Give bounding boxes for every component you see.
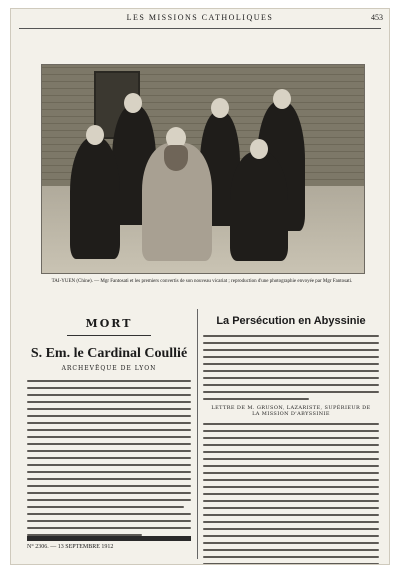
body-line <box>27 478 191 480</box>
body-line <box>203 486 379 488</box>
body-line <box>27 499 191 501</box>
body-line <box>203 430 379 432</box>
right-column-article <box>203 309 379 565</box>
body-line <box>203 384 379 386</box>
body-line <box>203 472 379 474</box>
article-kicker: MORT <box>85 317 133 330</box>
body-line <box>27 429 191 431</box>
body-line <box>203 437 379 439</box>
body-line <box>203 458 379 460</box>
body-line <box>27 464 191 466</box>
footer-bar <box>27 536 191 541</box>
body-line <box>203 349 379 351</box>
body-line <box>203 377 379 379</box>
body-line <box>203 500 379 502</box>
body-line <box>203 556 379 558</box>
article-body-text <box>27 380 191 536</box>
article-subtitle: ARCHEVÊQUE DE LYON <box>61 365 157 372</box>
body-line <box>203 507 379 509</box>
letter-subhead: LETTRE DE M. GRUSON, LAZARISTE, SUPÉRIEUR DE LA MISSION D'ABYSSINIE <box>211 404 371 417</box>
body-line <box>27 401 191 403</box>
body-line <box>27 380 191 382</box>
body-line <box>203 465 379 467</box>
body-line <box>27 415 191 417</box>
page-number: 453 <box>371 13 383 22</box>
body-line <box>27 457 191 459</box>
kicker-rule <box>67 335 151 336</box>
body-line <box>27 394 191 396</box>
body-line <box>27 527 191 529</box>
body-line <box>27 471 191 473</box>
photo-bishop-beard <box>164 145 188 171</box>
running-title: LES MISSIONS CATHOLIQUES <box>126 13 274 22</box>
body-line <box>203 370 379 372</box>
body-line <box>27 408 191 410</box>
body-line <box>203 335 379 337</box>
photo-caption: TAI-YUEN (Chine). — Mgr Fantosati et les premiers convertis de son nouveau vicariat ; reproduction d'une photographie envoyée par Mgr Fantosati. <box>51 279 353 284</box>
body-line <box>27 387 191 389</box>
photo-face <box>211 98 229 118</box>
body-line <box>203 493 379 495</box>
body-line <box>203 444 379 446</box>
group-photograph <box>41 64 365 274</box>
body-line <box>27 492 191 494</box>
body-line <box>203 363 379 365</box>
body-line <box>203 535 379 537</box>
header-rule <box>19 28 381 29</box>
photo-person-front-left <box>70 137 120 259</box>
body-line <box>203 542 379 544</box>
left-column-article <box>27 309 191 541</box>
body-line <box>27 506 184 508</box>
photo-face <box>250 139 268 159</box>
body-line <box>203 423 379 425</box>
body-line <box>27 443 191 445</box>
body-line <box>203 398 309 400</box>
photo-face <box>86 125 104 145</box>
article-body-text <box>203 423 379 565</box>
body-line <box>203 563 379 565</box>
body-line <box>27 513 191 515</box>
photo-person-front-right <box>230 151 288 261</box>
body-line <box>27 485 191 487</box>
body-line <box>203 514 379 516</box>
article-title: La Persécution en Abyssinie <box>216 315 366 327</box>
magazine-page <box>10 8 390 565</box>
article-title: S. Em. le Cardinal Coullié <box>30 346 188 361</box>
body-line <box>203 521 379 523</box>
body-line <box>27 436 191 438</box>
body-line <box>203 356 379 358</box>
body-line <box>27 520 191 522</box>
body-line <box>203 451 379 453</box>
body-line <box>203 549 379 551</box>
body-line <box>203 528 379 530</box>
body-line <box>203 342 379 344</box>
running-head <box>11 13 389 27</box>
issue-line: N° 2306. — 13 SEPTEMBRE 1912 <box>27 544 114 550</box>
body-line <box>27 450 191 452</box>
body-line <box>203 479 379 481</box>
photo-face <box>273 89 291 109</box>
column-divider <box>197 309 198 559</box>
article-intro-text <box>203 335 379 400</box>
body-line <box>27 422 191 424</box>
photo-face <box>124 93 142 113</box>
body-line <box>203 391 379 393</box>
page-footer <box>27 536 191 554</box>
